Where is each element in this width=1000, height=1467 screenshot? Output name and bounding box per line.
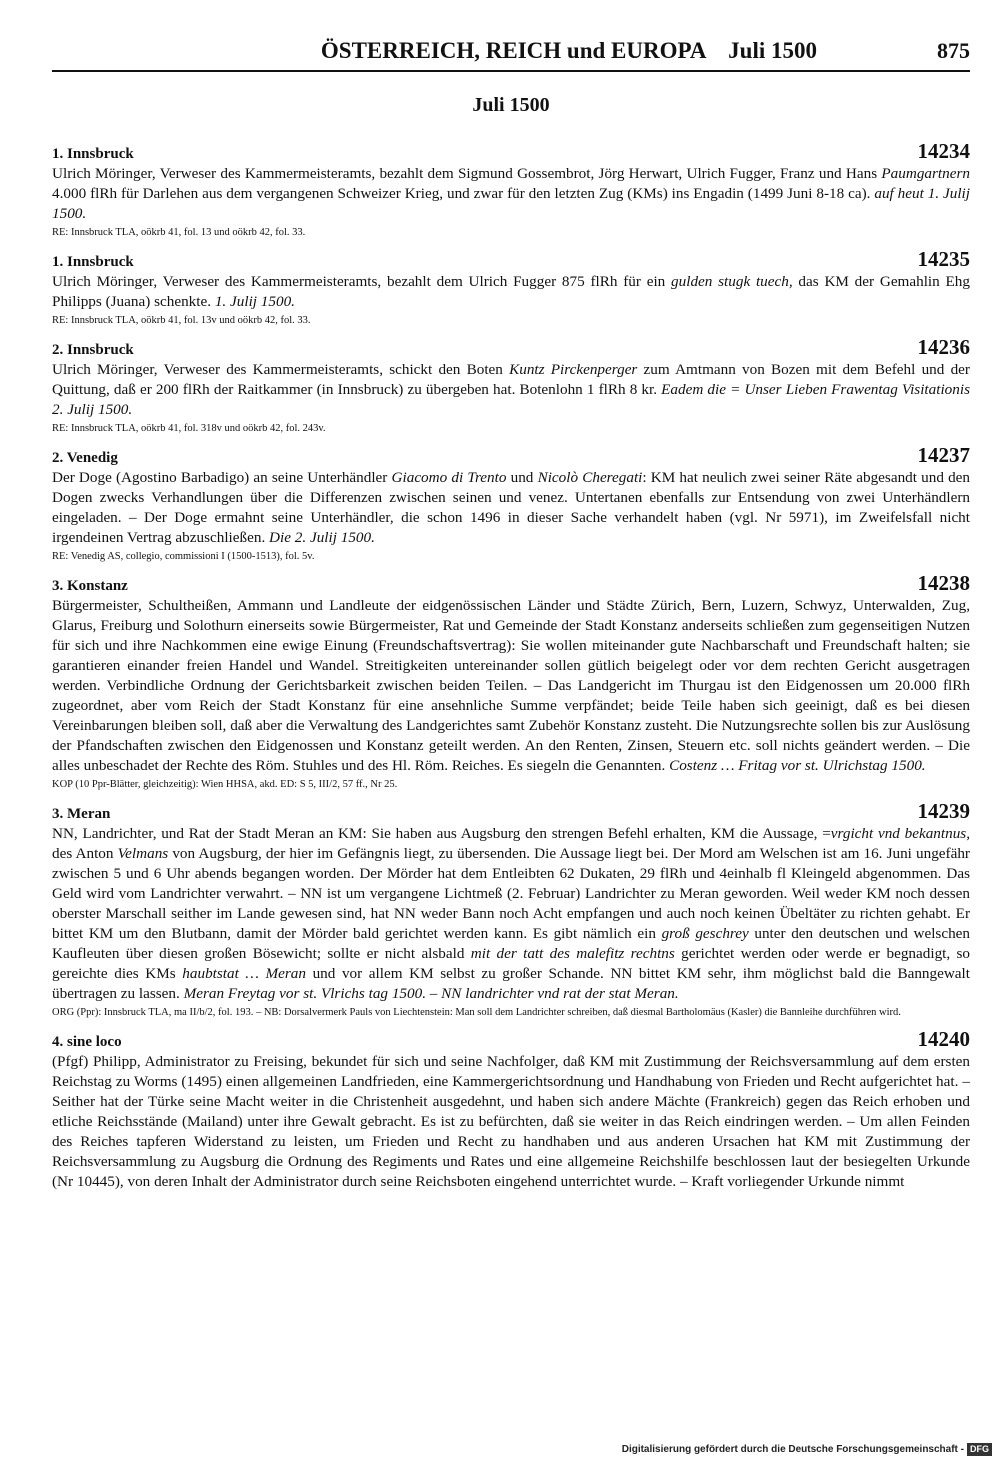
regest-entry <box>52 801 970 1020</box>
month-heading: Juli 1500 <box>472 94 550 116</box>
entry-body-italic: haubtstat … Meran <box>182 965 306 982</box>
entry-body-text: zum Amtmann von Bozen mit dem Befehl und der Quittung, daß er 200 flRh der Raitkammer (in Innsbruck) zu übergeben hat. Botenlohn 1 flRh 8 kr. <box>52 361 970 398</box>
entry-body-italic: Kuntz Pirckenperger <box>509 361 638 378</box>
entry-header <box>52 249 970 272</box>
entry-list <box>52 141 970 1192</box>
entry-source: RE: Innsbruck TLA, oökrb 41, fol. 13 und oökrb 42, fol. 33. <box>52 227 306 238</box>
entry-number: 14236 <box>917 335 970 359</box>
entry-location: 1. Innsbruck <box>52 254 134 270</box>
entry-number: 14240 <box>917 1027 970 1051</box>
entry-body-text: und vor allem KM selbst zu großer Schande. NN bittet KM sehr, ihm möglichst bald die Banngewalt übertragen zu lassen. <box>52 965 970 1002</box>
entry-source: RE: Innsbruck TLA, oökrb 41, fol. 318v und oökrb 42, fol. 243v. <box>52 423 326 434</box>
entry-number: 14238 <box>917 571 970 595</box>
entry-body-text: unter den deutschen und welschen Kaufleuten über diesen großen Bösewicht; sollte er nicht alsbald <box>52 925 971 962</box>
entry-body-italic: Die 2. Julij 1500. <box>269 529 375 546</box>
entry-location: 3. Konstanz <box>52 578 128 594</box>
entry-body-italic: Meran Freytag vor st. Vlrichs tag 1500. – NN landrichter vnd rat der stat Meran. <box>183 985 679 1002</box>
regest-entry <box>52 573 970 792</box>
running-title: ÖSTERREICH, REICH und EUROPA Juli 1500 <box>320 38 817 63</box>
footer <box>622 1443 992 1456</box>
entry-header <box>52 337 970 360</box>
entry-body-italic: gulden stugk tuech, <box>671 273 793 290</box>
page-number: 875 <box>937 38 970 63</box>
entry-body-italic: Paumgartnern <box>881 165 970 182</box>
entry-body-text: von Augsburg, der hier im Gefängnis liegt, zu übersenden. Die Aussage liegt bei. Der Mord am Welschen ist am 16. Juni ungefähr zwischen 5 und 6 Uhr abends begangen worden. Der Mörder hat dem Entleibten 62 Dukaten, 29 flRh und 4einhalb fl Kleingeld abgenommen. Das Geld wird vom Landrichter verwahrt. – NN ist um vergangene Lichtmeß (2. Februar) Landrichter zu Meran geworden. Weil weder KM noch dessen oberster Marschall seither im Lande gewesen sind, hat NN weder Bann noch Acht empfangen und auch noch keinen Übeltäter zu richten gehabt. Er bittet KM um den Blutbann, damit der Mörder bald gerichtet werden kann. Es gibt nämlich ein <box>52 845 970 942</box>
regest-entry <box>52 249 970 328</box>
entry-body-text: (Pfgf) Philipp, Administrator zu Freising, bekundet für sich und seine Nachfolger, daß KM mit Zustimmung der Reichsversammlung auf dem ersten Reichstag zu Worms (1495) einen allgemeinen Landfrieden, eine Kammergerichtsordnung und Handhabung von Frieden und Recht aufgerichtet hat. – Seither hat der Türke seine Macht weiter in die Christenheit ausgedehnt, und haben sich andere Mächte (Frankreich) gegen das Reich erhoben und etliche Reichsstände (Mailand) unter ihre Gewalt gebracht. Es ist zu befürchten, daß sie weiter in das Reich eindringen werden. – Um allen Feinden des Reiches tapferen Widerstand zu leisten, um Frieden und Recht zu handhaben und aus anderen Ursachen hat KM mit Zustimmung der Reichsversammlung zu Augsburg die Ordnung des Regiments und Rates und eine allgemeine Reichshilfe beschlossen laut der besiegelten Urkunde (Nr 10445), von deren Inhalt der Administrator durch seine Reichsboten eingehend unterrichtet wurde. – Kraft vorliegender Urkunde nimmt <box>52 1053 970 1190</box>
regest-entry <box>52 141 970 240</box>
entry-source: RE: Innsbruck TLA, oökrb 41, fol. 13v und oökrb 42, fol. 33. <box>52 315 311 326</box>
entry-body-italic: vrgicht vnd bekantnus <box>830 825 967 842</box>
entry-body-text: NN, Landrichter, und Rat der Stadt Meran an KM: Sie haben aus Augsburg den strengen Befehl erhalten, KM die Aussage, = <box>52 825 831 842</box>
entry-number: 14237 <box>917 443 970 467</box>
footer-credit: Digitalisierung gefördert durch die Deutsche Forschungsgemeinschaft - <box>621 1444 964 1455</box>
entry-header <box>52 801 970 824</box>
entry-body-text: Bürgermeister, Schultheißen, Ammann und Landleute der eidgenössischen Länder und Städte Zürich, Bern, Luzern, Schwyz, Unterwalden, Zug, Glarus, Freiburg und Solothurn einerseits sowie Bürgermeister, Rat und Gemeinde der Stadt Konstanz anderseits schließen zum gegenseitigen Nutzen für sich und ihre Nachkommen eine ewige Einung (Freundschaftsvertrag): Sie wollen miteinander gute Nachbarschaft und Freundschaft halten; sie garantieren einander freien Handel und Wandel. Streitigkeiten untereinander sollen gütlich beigelegt oder vor dem rechten Gericht ausgetragen werden. Verbindliche Ordnung der Gerichtsbarkeit zwischen beiden Teilen. – Das Landgericht im Thurgau ist den Eidgenossen um 20.000 flRh zugeordnet, aber vom Reich der Stadt Konstanz für eine ansehnliche Summe verpfändet; beide Teile haben sich geeinigt, daß es bei diesen Vereinbarungen bleiben soll, daß aber die Verwaltung des Landgerichtes samt Zubehör Konstanz zusteht. Die Nutzungsrechte sollen bis zur Auslösung der Pfandschaften zwischen den Eidgenossen und Konstanz geteilt werden. An den Renten, Zinsen, Steuern etc. soll nichts geändert werden. – Die alles unbeschadet der Rechte des Röm. Stuhles und des Hl. Röm. Reiches. Es siegeln die Genannten. <box>52 597 970 774</box>
regest-entry <box>52 1029 970 1192</box>
entry-header <box>52 573 970 596</box>
entry-number: 14235 <box>917 247 970 271</box>
entry-source: RE: Venedig AS, collegio, commissioni I (1500-1513), fol. 5v. <box>52 551 315 562</box>
entry-source: KOP (10 Ppr-Blätter, gleichzeitig): Wien HHSA, akd. ED: S 5, III/2, 57 ff., Nr 25. <box>52 779 398 790</box>
entry-body-text: Ulrich Möringer, Verweser des Kammermeisteramts, bezahlt dem Ulrich Fugger 875 flRh für ein <box>52 273 672 290</box>
entry-location: 4. sine loco <box>52 1034 122 1050</box>
entry-source: ORG (Ppr): Innsbruck TLA, ma II/b/2, fol. 193. – NB: Dorsalvermerk Pauls von Liechtenstein: Man soll dem Landrichter schreiben, daß diesmal Bartholomäus (Kasler) die Bannleihe durchführen wird. <box>52 1007 901 1018</box>
entry-location: 2. Venedig <box>52 450 118 466</box>
running-header <box>52 38 970 72</box>
entry-body <box>52 596 970 776</box>
entry-body <box>52 1052 970 1192</box>
entry-location: 2. Innsbruck <box>52 342 134 358</box>
entry-body <box>52 272 970 312</box>
regest-entry <box>52 445 970 564</box>
entry-location: 3. Meran <box>52 806 111 822</box>
entry-header <box>52 1029 970 1052</box>
entry-header <box>52 141 970 164</box>
entry-body-italic: Nicolò Cheregati <box>537 469 643 486</box>
entry-body-text: Ulrich Möringer, Verweser des Kammermeisteramts, bezahlt dem Sigmund Gossembrot, Jörg Herwart, Ulrich Fugger, Franz und Hans <box>52 165 882 182</box>
entry-body <box>52 164 970 224</box>
entry-body-text: 4.000 flRh für Darlehen aus dem vergangenen Schweizer Krieg, und zwar für den letzten Zug (KMs) ins Engadin (1499 Juni 8-18 ca). <box>52 185 875 202</box>
entry-body-text: gerichtet werden oder werde er begnadigt, so gereichte dies KMs <box>52 945 971 982</box>
entry-body <box>52 824 970 1004</box>
entry-body-text: Ulrich Möringer, Verweser des Kammermeisteramts, schickt den Boten <box>52 361 510 378</box>
entry-location: 1. Innsbruck <box>52 146 134 162</box>
entry-body-italic: groß geschrey <box>661 925 749 942</box>
entry-body-italic: 1. Julij 1500. <box>214 293 295 310</box>
entry-body-italic: Giacomo di Trento <box>391 469 507 486</box>
entry-body <box>52 360 970 420</box>
dfg-logo: DFG <box>967 1443 992 1456</box>
entry-body-italic: Velmans <box>117 845 169 862</box>
entry-body-text: Der Doge (Agostino Barbadigo) an seine Unterhändler <box>52 469 392 486</box>
entry-number: 14234 <box>917 139 970 163</box>
entry-number: 14239 <box>917 799 970 823</box>
entry-body-text: : KM hat neulich zwei seiner Räte abgesandt und den Dogen zwecks Verhandlungen über die Differenzen zwischen seinen und venez. Untertanen ebenfalls zur Entsendung von zwei Unterhändlern eingeladen. – Der Doge ermahnt seine Unterhändler, die schon 1496 in dieser Sache verhandelt haben (vgl. Nr 5971), im Zweifelsfall nicht irgendeinen Vertrag abzuschließen. <box>52 469 971 546</box>
entry-body-text: und <box>506 469 538 486</box>
entry-body-italic: Eadem die = Unser Lieben Frawentag Visitationis 2. Julij 1500. <box>52 381 970 418</box>
entry-body-italic: mit der tatt des malefitz rechtns <box>470 945 675 962</box>
entry-header <box>52 445 970 468</box>
entry-body-italic: Costenz … Fritag vor st. Ulrichstag 1500. <box>669 757 926 774</box>
entry-body-text: , des Anton <box>52 825 971 862</box>
regest-entry <box>52 337 970 436</box>
entry-body <box>52 468 970 548</box>
document-page <box>52 38 970 1201</box>
entry-body-italic: auf heut 1. Julij 1500. <box>52 185 970 222</box>
entry-body-text: das KM der Gemahlin Ehg Philipps (Juana) schenkte. <box>52 273 970 310</box>
